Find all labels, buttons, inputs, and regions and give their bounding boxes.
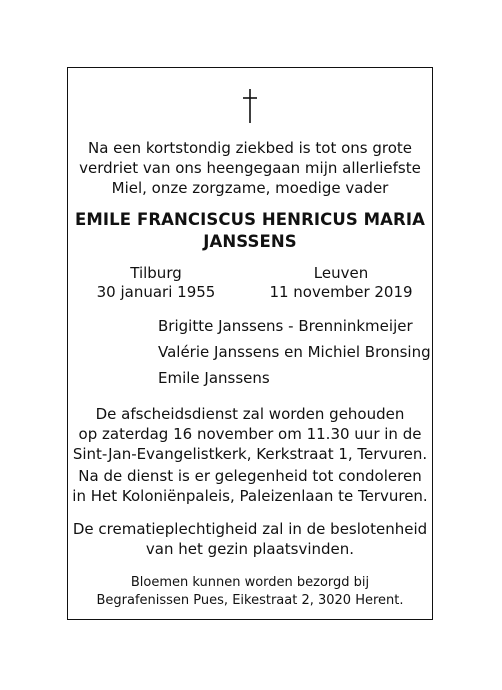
cremation-text <box>68 519 432 559</box>
reception-line: in Het Koloniënpaleis, Paleizenlaan te Tervuren. <box>72 487 428 505</box>
birth-info <box>76 264 236 302</box>
deceased-name <box>68 209 432 253</box>
reception-text <box>68 466 432 506</box>
intro-line: Miel, onze zorgzame, moedige vader <box>111 179 389 197</box>
intro-text <box>68 138 432 198</box>
ceremony-text <box>68 404 432 464</box>
reception-line: Na de dienst is er gelegenheid tot condoleren <box>78 467 422 485</box>
flowers-line: Bloemen kunnen worden bezorgd bij <box>130 575 370 590</box>
flowers-notice <box>68 574 432 610</box>
intro-line: Na een kortstondig ziekbed is tot ons grote <box>87 139 413 157</box>
mourner-name: Emile Janssens <box>158 369 270 387</box>
flowers-line: Begrafenissen Pues, Eikestraat 2, 3020 Herent. <box>96 593 404 608</box>
latin-cross-icon <box>242 88 258 124</box>
mourner-name: Valérie Janssens en Michiel Bronsing <box>158 343 431 361</box>
birth-place: Tilburg <box>130 264 182 282</box>
ceremony-line: De afscheidsdienst zal worden gehouden <box>95 405 405 423</box>
cremation-line: De crematieplechtigheid zal in de beslotenheid <box>72 520 428 538</box>
cross-symbol <box>68 88 432 124</box>
cremation-line: van het gezin plaatsvinden. <box>145 540 355 558</box>
death-place: Leuven <box>313 264 369 282</box>
intro-line: verdriet van ons heengegaan mijn allerliefste <box>79 159 421 177</box>
death-date: 11 november 2019 <box>269 283 413 301</box>
mourner-name: Brigitte Janssens - Brenninkmeijer <box>158 317 413 335</box>
birth-date: 30 januari 1955 <box>96 283 216 301</box>
obituary-card <box>67 67 433 620</box>
name-line: JANSSENS <box>203 232 297 251</box>
ceremony-line: op zaterdag 16 november om 11.30 uur in de <box>78 425 422 443</box>
ceremony-line: Sint-Jan-Evangelistkerk, Kerkstraat 1, Tervuren. <box>72 445 428 463</box>
name-line: EMILE FRANCISCUS HENRICUS MARIA <box>75 210 425 229</box>
death-info <box>258 264 424 302</box>
